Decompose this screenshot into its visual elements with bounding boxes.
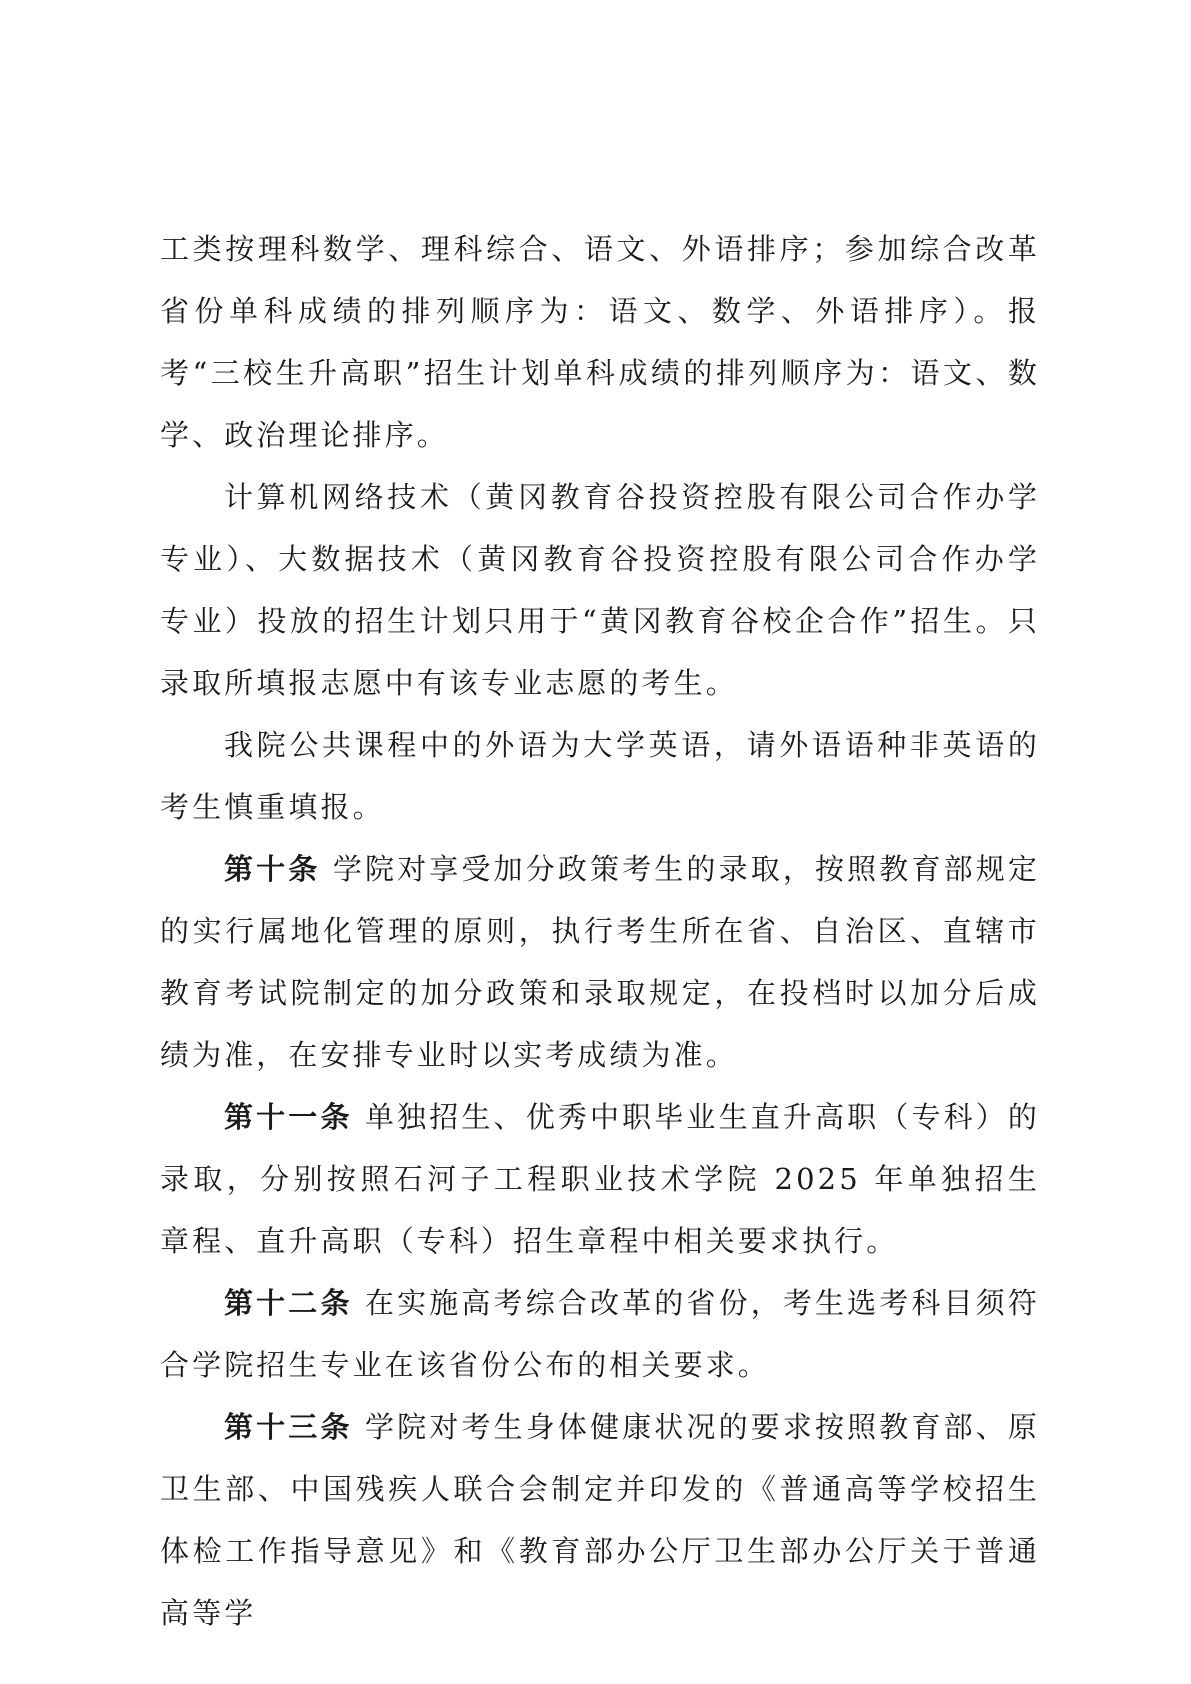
article-label: 第十三条 — [224, 1410, 353, 1444]
paragraph-text: 计算机网络技术（黄冈教育谷投资控股有限公司合作办学专业）、大数据技术（黄冈教育谷投资控股有限公司合作办学专业）投放的招生计划只用于“黄冈教育谷校企合作”招生。只录取所填报志愿中有该专业志愿的考生。 — [160, 480, 1040, 700]
article-label: 第十一条 — [224, 1100, 353, 1134]
paragraph-text: 工类按理科数学、理科综合、语文、外语排序；参加综合改革省份单科成绩的排列顺序为：语文、数学、外语排序）。报考“三校生升高职”招生计划单科成绩的排列顺序为：语文、数学、政治理论排序。 — [160, 232, 1040, 452]
paragraph-continuation — [160, 218, 1040, 466]
article-label: 第十二条 — [224, 1286, 353, 1320]
article-text: 学院对考生身体健康状况的要求按照教育部、原卫生部、中国残疾人联合会制定并印发的《普通高等学校招生体检工作指导意见》和《教育部办公厅卫生部办公厅关于普通高等学 — [160, 1410, 1040, 1630]
paragraph-cooperative-majors — [160, 466, 1040, 714]
article-13 — [160, 1396, 1040, 1644]
document-body — [160, 218, 1040, 1644]
article-label: 第十条 — [224, 852, 321, 886]
article-text: 学院对享受加分政策考生的录取，按照教育部规定的实行属地化管理的原则，执行考生所在省、自治区、直辖市教育考试院制定的加分政策和录取规定，在投档时以加分后成绩为准，在安排专业时以实考成绩为准。 — [160, 852, 1040, 1072]
article-10 — [160, 838, 1040, 1086]
article-12 — [160, 1272, 1040, 1396]
article-11 — [160, 1086, 1040, 1272]
paragraph-text: 我院公共课程中的外语为大学英语，请外语语种非英语的考生慎重填报。 — [160, 728, 1040, 824]
paragraph-foreign-language — [160, 714, 1040, 838]
article-text: 单独招生、优秀中职毕业生直升高职（专科）的录取，分别按照石河子工程职业技术学院 2025 年单独招生章程、直升高职（专科）招生章程中相关要求执行。 — [160, 1100, 1040, 1258]
article-text: 在实施高考综合改革的省份，考生选考科目须符合学院招生专业在该省份公布的相关要求。 — [160, 1286, 1040, 1382]
